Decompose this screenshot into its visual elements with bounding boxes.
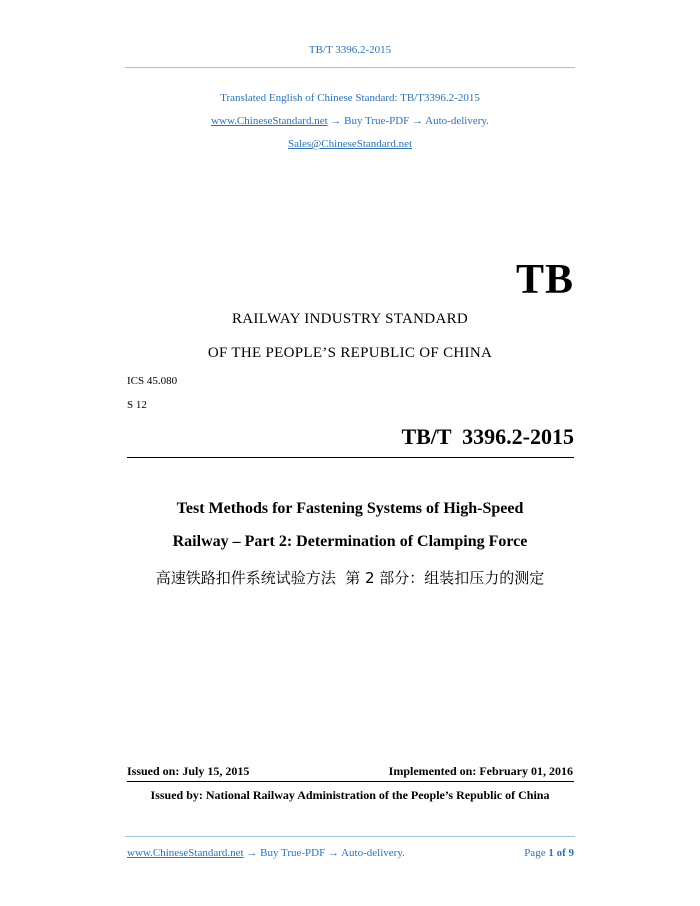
ccs-code: S 12 bbox=[127, 399, 147, 411]
page-indicator bbox=[524, 847, 574, 859]
running-header: TB/T 3396.2-2015 bbox=[308, 44, 392, 56]
title-en-line2: Railway – Part 2: Determination of Clamping Force bbox=[172, 533, 528, 550]
translated-notice: Translated English of Chinese Standard: TB/T3396.2-2015 bbox=[220, 92, 480, 104]
buy-text: → Buy True-PDF → Auto-delivery. bbox=[330, 115, 489, 127]
standard-type-line1: RAILWAY INDUSTRY STANDARD bbox=[231, 311, 469, 327]
issued-on: Issued on: July 15, 2015 bbox=[127, 764, 250, 778]
page-of: of bbox=[556, 847, 566, 859]
page-current: 1 bbox=[548, 847, 554, 859]
ics-code: ICS 45.080 bbox=[127, 375, 178, 387]
page-label: Page bbox=[524, 847, 546, 859]
issue-divider bbox=[127, 781, 574, 782]
promo-line bbox=[0, 115, 700, 127]
email-link[interactable]: Sales@ChineseStandard.net bbox=[287, 138, 413, 150]
tb-logo: TB bbox=[515, 257, 574, 303]
standard-type-line2: OF THE PEOPLE’S REPUBLIC OF CHINA bbox=[207, 345, 493, 361]
email-line bbox=[0, 138, 700, 150]
standard-number: TB/T 3396.2-2015 bbox=[401, 424, 574, 449]
page-total: 9 bbox=[568, 847, 574, 859]
site-link[interactable]: www.ChineseStandard.net bbox=[211, 115, 328, 127]
footer-site-link[interactable]: www.ChineseStandard.net bbox=[127, 847, 244, 859]
footer-buy-text: → Buy True-PDF → Auto-delivery. bbox=[246, 847, 405, 859]
header-divider bbox=[125, 67, 575, 68]
title-cn: 高速铁路扣件系统试验方法 第 2 部分：组装扣压力的测定 bbox=[155, 569, 545, 587]
footer-promo bbox=[127, 847, 405, 859]
title-divider bbox=[127, 457, 574, 458]
title-en-line1: Test Methods for Fastening Systems of High-Speed bbox=[176, 500, 524, 517]
issued-by: Issued by: National Railway Administration of the People’s Republic of China bbox=[150, 788, 550, 802]
implemented-on: Implemented on: February 01, 2016 bbox=[388, 764, 573, 778]
footer-divider bbox=[125, 836, 575, 837]
